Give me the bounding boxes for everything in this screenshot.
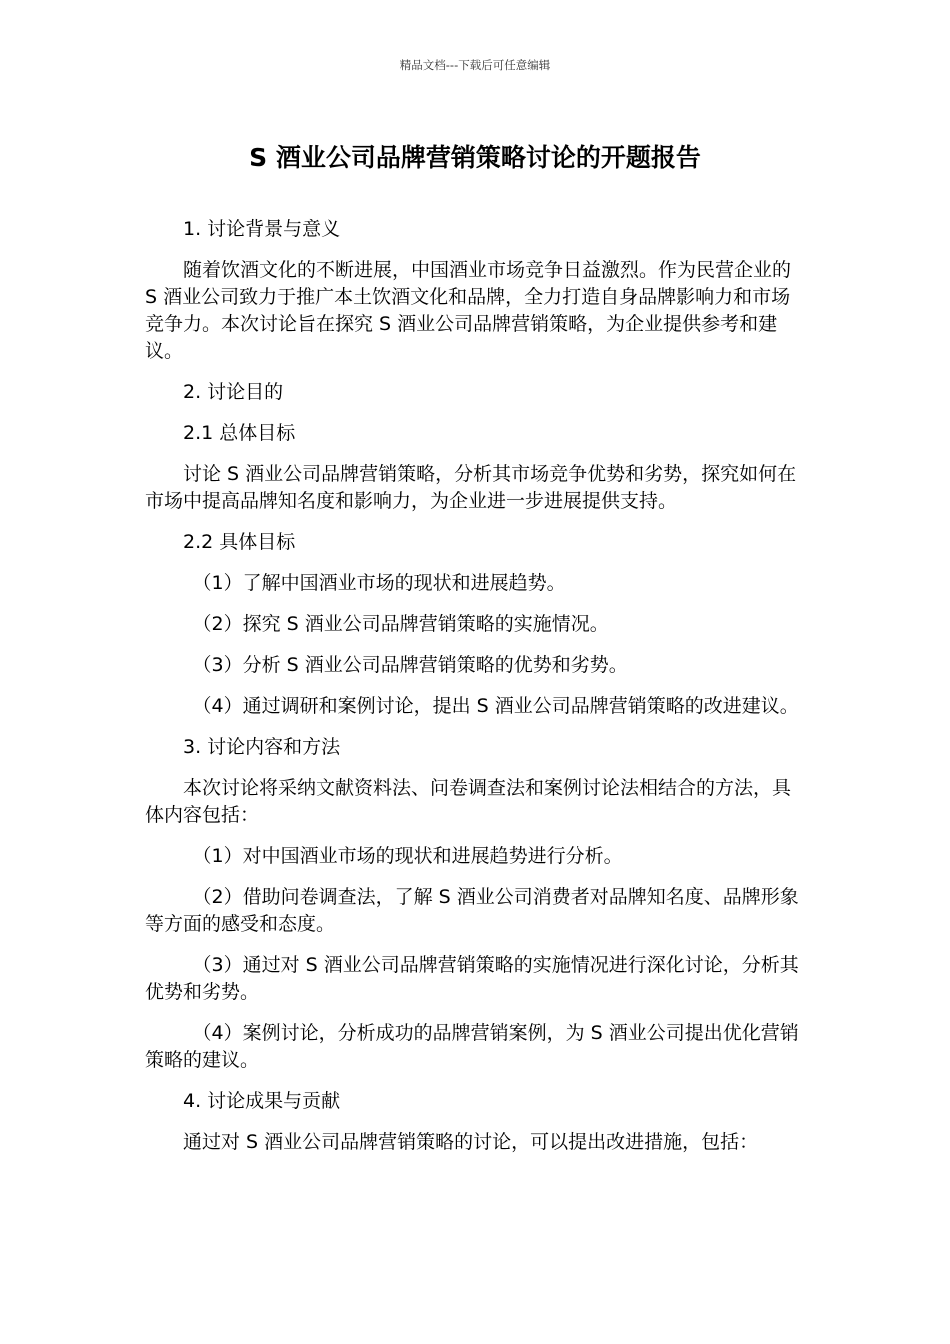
document-body [145, 216, 805, 1170]
list-item: （2）借助问卷调查法，了解 S 酒业公司消费者对品牌知名度、品牌形象等方面的感受和态度。 [145, 886, 799, 935]
list-item: （2）探究 S 酒业公司品牌营销策略的实施情况。 [192, 613, 609, 635]
paragraph: 本次讨论将采纳文献资料法、问卷调查法和案例讨论法相结合的方法，具体内容包括： [145, 777, 792, 826]
subsection-heading: 2.1 总体目标 [183, 422, 296, 444]
section-heading: 1. 讨论背景与意义 [183, 218, 341, 240]
paragraph: 随着饮酒文化的不断进展，中国酒业市场竞争日益激烈。作为民营企业的 S 酒业公司致力于推广本土饮酒文化和品牌，全力打造自身品牌影响力和市场竞争力。本次讨论旨在探究 S 酒业公司品牌营销策略，为企业提供参考和建议。 [145, 259, 792, 362]
section-heading: 3. 讨论内容和方法 [183, 736, 341, 758]
page-header: 精品文档---下载后可任意编辑 [399, 58, 551, 72]
section-heading: 4. 讨论成果与贡献 [183, 1090, 341, 1112]
list-item: （3）通过对 S 酒业公司品牌营销策略的实施情况进行深化讨论，分析其优势和劣势。 [145, 954, 799, 1003]
document-title: S 酒业公司品牌营销策略讨论的开题报告 [249, 143, 701, 172]
subsection-heading: 2.2 具体目标 [183, 531, 296, 553]
list-item: （3）分析 S 酒业公司品牌营销策略的优势和劣势。 [192, 654, 628, 676]
paragraph: 通过对 S 酒业公司品牌营销策略的讨论，可以提出改进措施，包括： [183, 1131, 759, 1153]
list-item: （4）通过调研和案例讨论，提出 S 酒业公司品牌营销策略的改进建议。 [192, 695, 799, 717]
list-item: （4）案例讨论，分析成功的品牌营销案例，为 S 酒业公司提出优化营销策略的建议。 [145, 1022, 799, 1071]
list-item: （1）了解中国酒业市场的现状和进展趋势。 [192, 572, 566, 594]
paragraph: 讨论 S 酒业公司品牌营销策略，分析其市场竞争优势和劣势，探究如何在市场中提高品牌知名度和影响力，为企业进一步进展提供支持。 [145, 463, 797, 512]
section-heading: 2. 讨论目的 [183, 381, 284, 403]
list-item: （1）对中国酒业市场的现状和进展趋势进行分析。 [192, 845, 623, 867]
